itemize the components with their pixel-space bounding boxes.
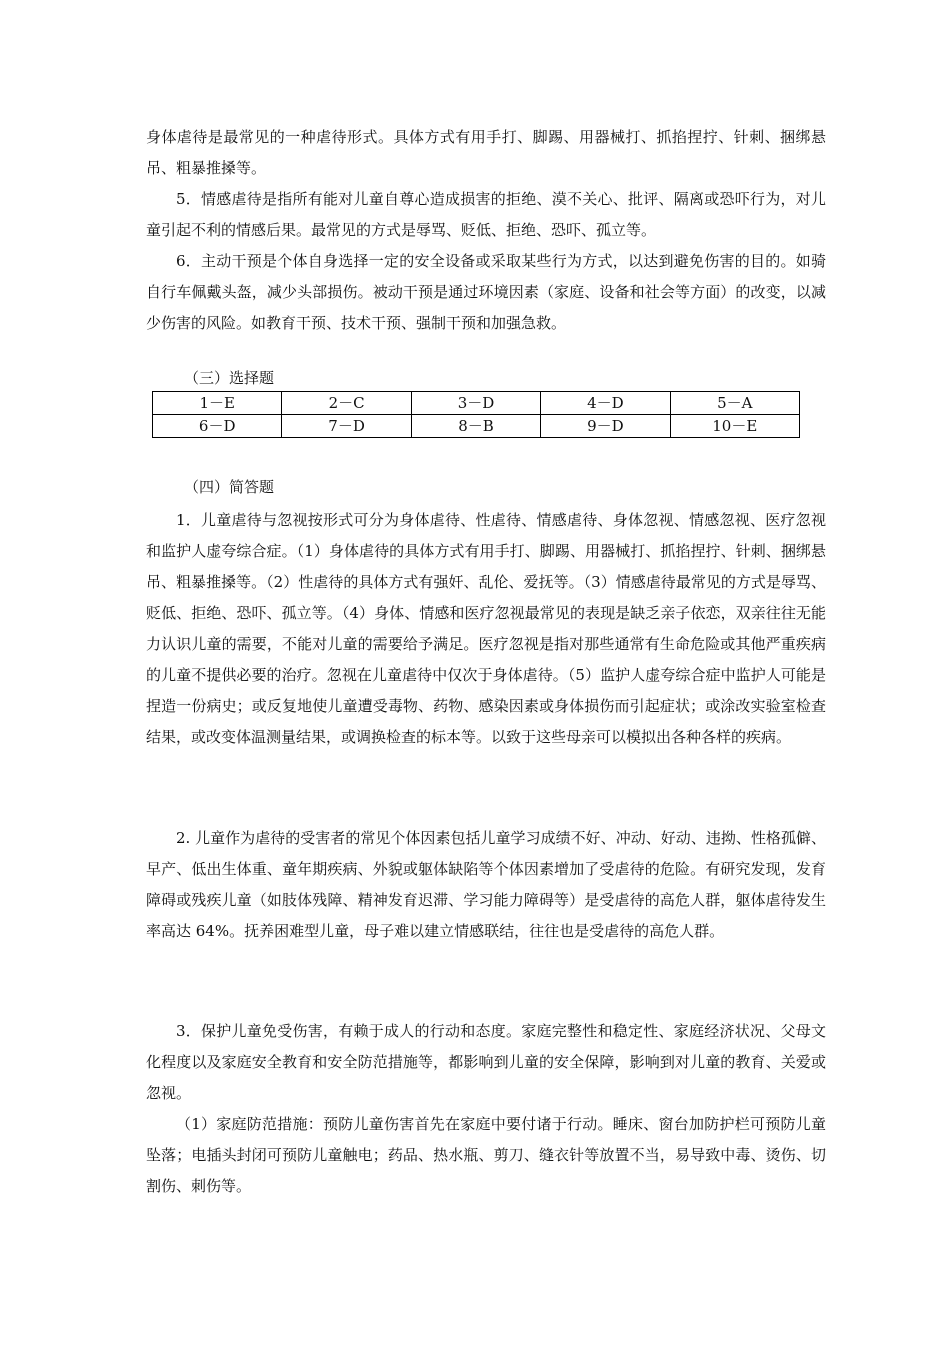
table-cell: 6－D [153,415,282,438]
table-cell: 9－D [541,415,670,438]
table-cell: 7－D [282,415,411,438]
answer-paragraph-3-1: （1）家庭防范措施：预防儿童伤害首先在家庭中要付诸于行动。睡床、窗台加防护栏可预防儿童坠落；电插头封闭可预防儿童触电；药品、热水瓶、剪刀、缝衣针等放置不当，易导致中毒、烫伤、切割伤、刺伤等。 [146,1115,826,1195]
answer-paragraph-2: 2. 儿童作为虐待的受害者的常见个体因素包括儿童学习成绩不好、冲动、好动、违拗、性格孤僻、早产、低出生体重、童年期疾病、外貌或躯体缺陷等个体因素增加了受虐待的危险。有研究发现，发育障碍或残疾儿童（如肢体残障、精神发育迟滞、学习能力障碍等）是受虐待的高危人群，躯体虐待发生率高达 64%。抚养困难型儿童，母子难以建立情感联结，往往也是受虐待的高危人群。 [146,829,826,940]
table-cell: 8－B [411,415,540,438]
table-cell: 1－E [153,392,282,415]
paragraph-item-6: 6．主动干预是个体自身选择一定的安全设备或采取某些行为方式，以达到避免伤害的目的。如骑自行车佩戴头盔，减少头部损伤。被动干预是通过环境因素（家庭、设备和社会等方面）的改变，以减少伤害的风险。如教育干预、技术干预、强制干预和加强急救。 [146,252,826,332]
top-section [146,122,826,339]
table-cell: 3－D [411,392,540,415]
short-heading-wrap [146,476,826,498]
table-cell: 5－A [670,392,799,415]
answer-paragraph-3: 3．保护儿童免受伤害，有赖于成人的行动和态度。家庭完整性和稳定性、家庭经济状况、父母文化程度以及家庭安全教育和安全防范措施等，都影响到儿童的安全保障，影响到对儿童的教育、关爱或忽视。 [146,1022,826,1102]
table-row [153,392,800,415]
section-heading-short-answer: （四）简答题 [184,478,275,496]
table-row [153,415,800,438]
answer-1-block [146,505,826,753]
paragraph-item-5: 5．情感虐待是指所有能对儿童自尊心造成损害的拒绝、漠不关心、批评、隔离或恐吓行为，对儿童引起不利的情感后果。最常见的方式是辱骂、贬低、拒绝、恐吓、孤立等。 [146,190,826,239]
table-cell: 2－C [282,392,411,415]
answer-paragraph-1: 1．儿童虐待与忽视按形式可分为身体虐待、性虐待、情感虐待、身体忽视、情感忽视、医疗忽视和监护人虚夸综合症。（1）身体虐待的具体方式有用手打、脚踢、用器械打、抓掐捏拧、针刺、捆绑悬吊、粗暴推搡等。（2）性虐待的具体方式有强奸、乱伦、爱抚等。（3）情感虐待最常见的方式是辱骂、贬低、拒绝、恐吓、孤立等。（4）身体、情感和医疗忽视最常见的表现是缺乏亲子依恋，双亲往往无能力认识儿童的需要，不能对儿童的需要给予满足。医疗忽视是指对那些通常有生命危险或其他严重疾病的儿童不提供必要的治疗。忽视在儿童虐待中仅次于身体虐待。（5）监护人虚夸综合症中监护人可能是捏造一份病史；或反复地使儿童遭受毒物、药物、感染因素或身体损伤而引起症状；或涂改实验室检查结果，或改变体温测量结果，或调换检查的标本等。以致于这些母亲可以模拟出各种各样的疾病。 [146,511,826,746]
paragraph-physical-abuse: 身体虐待是最常见的一种虐待形式。具体方式有用手打、脚踢、用器械打、抓掐捏拧、针刺、捆绑悬吊、粗暴推搡等。 [146,128,826,177]
choice-heading-wrap [146,367,826,389]
answer-2-block [146,823,826,947]
section-heading-choice: （三）选择题 [184,369,275,387]
table-cell: 10－E [670,415,799,438]
answer-table [152,391,800,438]
answer-3-block [146,1016,826,1202]
table-cell: 4－D [541,392,670,415]
